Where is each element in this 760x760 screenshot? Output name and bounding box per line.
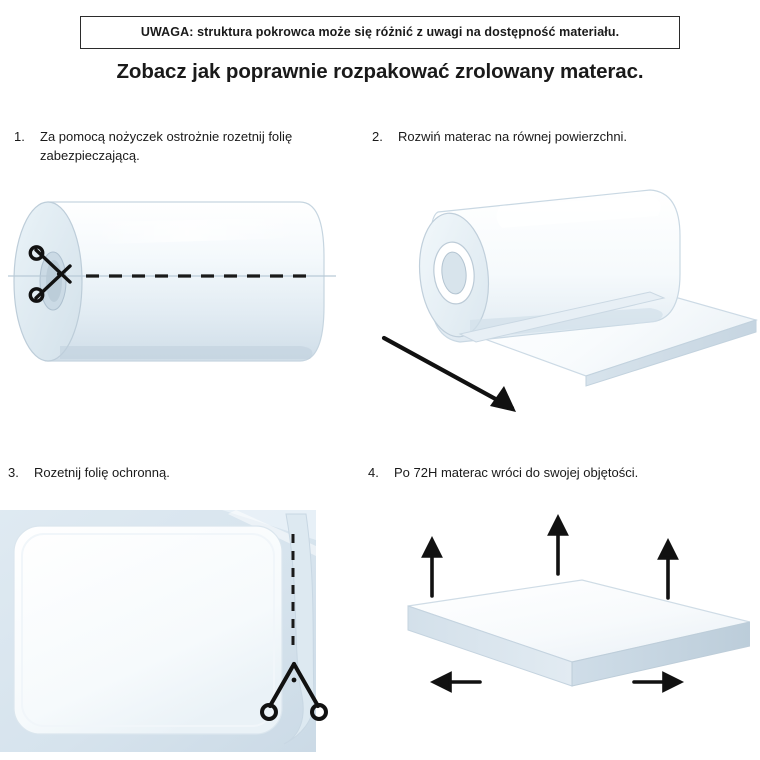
roll-shadow: [60, 346, 312, 359]
arrow-right: [634, 674, 680, 690]
step-3-text: Rozetnij folię ochronną.: [34, 465, 170, 480]
step-1-illustration: [0, 178, 340, 398]
rolled-mattress-svg: [0, 178, 340, 398]
step-1-text: Za pomocą nożyczek ostrożnie rozetnij folię zabezpieczającą.: [40, 129, 293, 163]
step-3-caption: [8, 464, 338, 483]
unroll-direction-arrow: [384, 338, 516, 412]
step-1-number: 1.: [14, 129, 25, 144]
step-3-illustration: [0, 500, 340, 760]
page-title-text: Zobacz jak poprawnie rozpakować zrolowany materac.: [116, 60, 644, 83]
step-4-number: 4.: [368, 465, 379, 480]
arrow-up-right: [660, 542, 676, 598]
arrow-up-center: [550, 518, 566, 574]
step-4-text: Po 72H materac wróci do swojej objętości.: [394, 465, 639, 480]
arrow-left: [434, 674, 480, 690]
mattress-flat: [14, 526, 282, 734]
step-2-caption: [372, 128, 732, 147]
step-1-caption: [14, 128, 344, 166]
expanding-mattress-svg: [350, 510, 750, 740]
arrow-up-left: [424, 540, 440, 596]
unrolling-mattress-svg: [350, 170, 760, 440]
step-3-number: 3.: [8, 465, 19, 480]
notice-banner: [80, 16, 680, 49]
foil-cut-svg: [0, 500, 340, 760]
step-4-illustration: [350, 510, 750, 740]
step-2-text: Rozwiń materac na równej powierzchni.: [398, 129, 628, 144]
step-2-illustration: [350, 170, 760, 440]
page-title: [0, 60, 760, 84]
step-2-number: 2.: [372, 129, 383, 144]
notice-text: UWAGA: struktura pokrowca może się różnić z uwagi na dostępność materiału.: [140, 25, 620, 39]
step-4-caption: [368, 464, 748, 483]
